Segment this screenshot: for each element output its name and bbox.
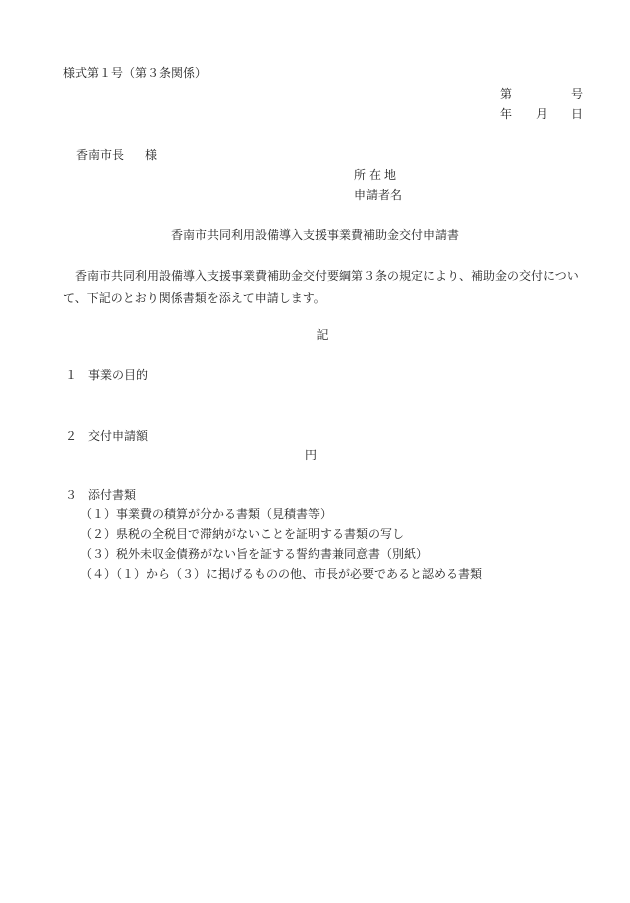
attachment-item-1: （１）事業費の積算が分かる書類（見積書等）: [80, 507, 333, 521]
addressee-honorific: 様: [145, 148, 158, 162]
section-3-number: ３: [65, 488, 78, 502]
date-day: 日: [571, 107, 584, 121]
attachment-item-3: （３）税外未収金債務がない旨を証する誓約書兼同意書（別紙）: [80, 547, 429, 561]
section-1-title: 事業の目的: [88, 368, 149, 382]
ki-heading: 記: [316, 328, 329, 342]
amount-unit: 円: [305, 448, 318, 462]
applicant-name-label: 申請者名: [354, 188, 403, 202]
date-month: 月: [536, 107, 549, 121]
doc-number-suffix: 号: [571, 87, 584, 101]
section-2-title: 交付申請額: [88, 429, 149, 443]
applicant-address-label: 所在地: [354, 168, 400, 182]
doc-number-prefix: 第: [500, 87, 513, 101]
section-2-number: ２: [65, 429, 78, 443]
addressee-name: 香南市長: [76, 148, 125, 162]
attachment-item-2: （２）県税の全税目で滞納がないことを証明する書類の写し: [80, 527, 405, 541]
section-3-title: 添付書類: [88, 488, 137, 502]
document-title: 香南市共同利用設備導入支援事業費補助金交付申請書: [170, 228, 459, 242]
attachment-item-4: （４）（１）から（３）に掲げるものの他、市長が必要であると認める書類: [80, 567, 483, 581]
form-number: 様式第１号（第３条関係）: [63, 66, 208, 80]
body-paragraph: 香南市共同利用設備導入支援事業費補助金交付要綱第３条の規定により、補助金の交付について、下記のとおり関係書類を添えて申請します。: [63, 269, 579, 305]
section-1-number: １: [65, 368, 78, 382]
date-year: 年: [500, 107, 513, 121]
